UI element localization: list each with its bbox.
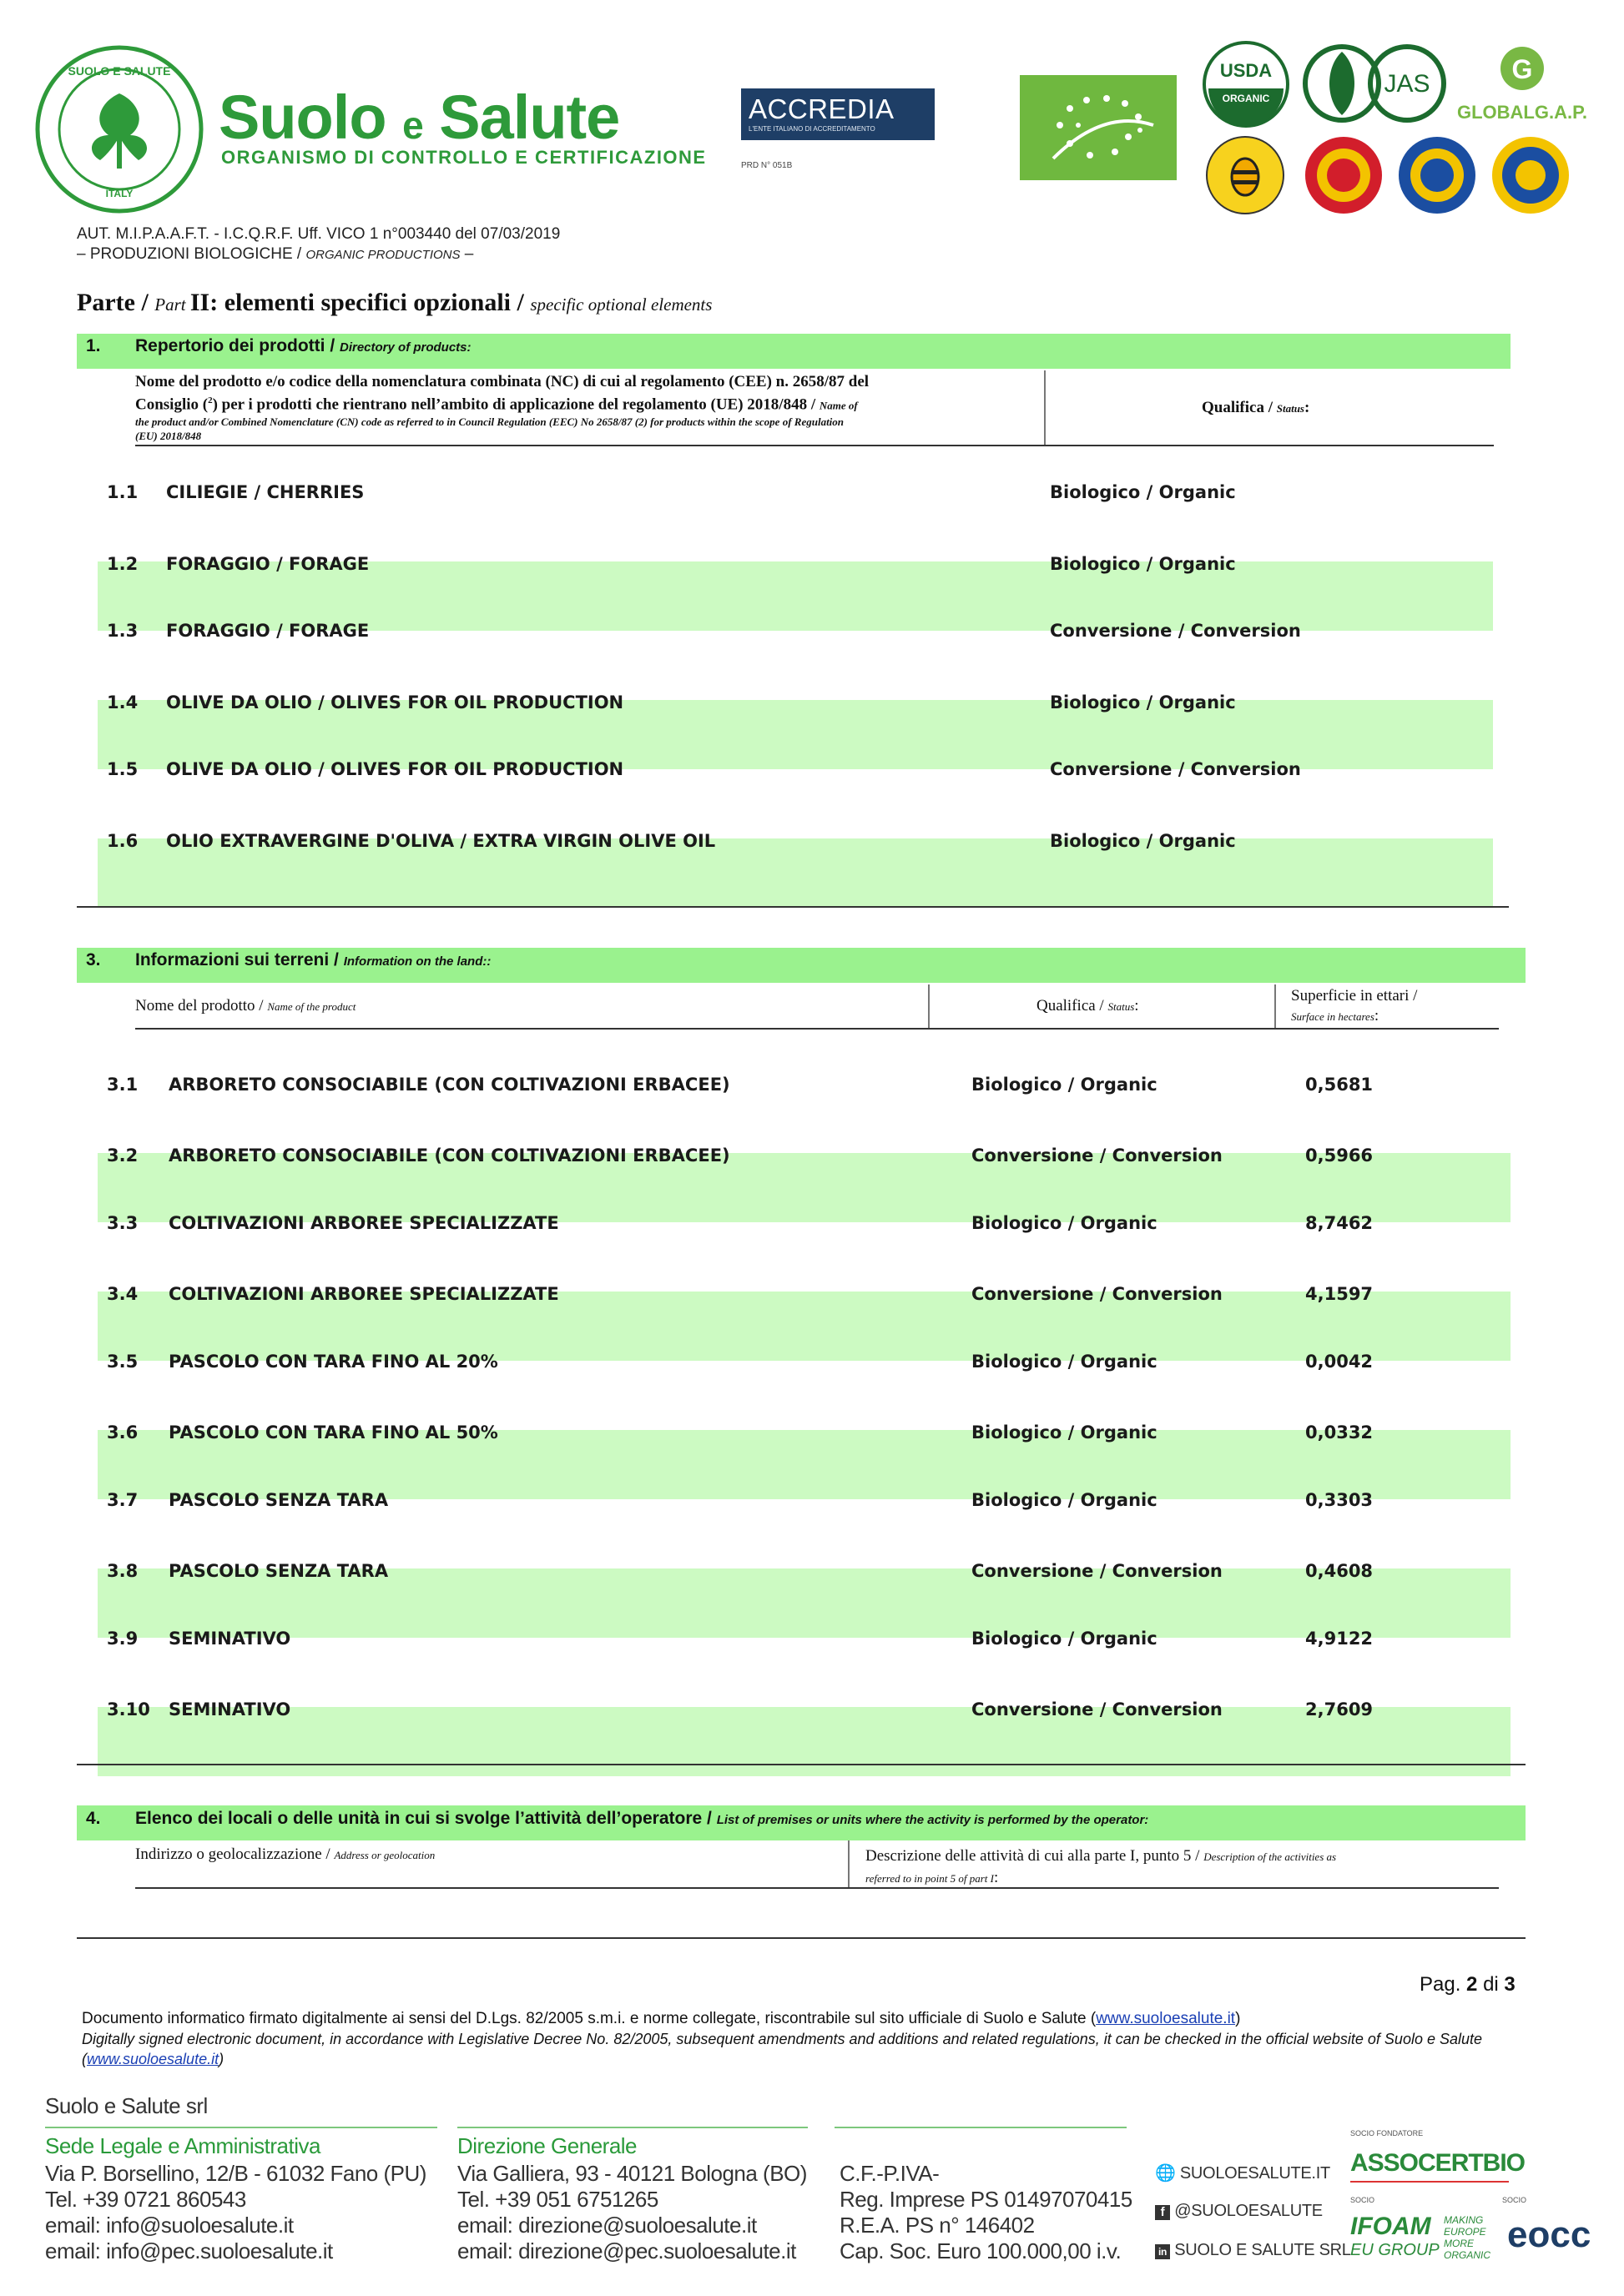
brand-name: Suolo e Salute bbox=[219, 83, 620, 152]
row-status: Conversione / Conversion bbox=[971, 1561, 1223, 1581]
production-line: – PRODUZIONI BIOLOGICHE / ORGANIC PRODUCTIONS – bbox=[77, 245, 474, 263]
row-surface: 4,1597 bbox=[1305, 1284, 1374, 1304]
section1-header-status: Qualifica / Status: bbox=[1202, 399, 1310, 416]
row-surface: 0,0042 bbox=[1305, 1352, 1374, 1372]
section3-header-bottom-line bbox=[135, 1028, 1499, 1030]
globalgap-logo bbox=[1455, 43, 1589, 127]
suolo-e-salute-seal-logo bbox=[33, 43, 205, 215]
row-status: Conversione / Conversion bbox=[971, 1284, 1223, 1304]
section1-header-left: Nome del prodotto e/o codice della nomenclatura combinata (NC) di cui al regolamento (CEE) n. 2658/87 del Consiglio ($^2$) per i prodotti che rientrano nell’ambito di applicazione del regolamento (UE) 2018/848 / Name of the product and/or Combined Nomenclature (CN) code as referred to in Council Regulation (EEC) No 2658/87 (2) for products within the scope of Regulation (EU) 2018/848 bbox=[135, 373, 870, 443]
row-status: Biologico / Organic bbox=[971, 1352, 1157, 1372]
row-number: 3.1 bbox=[107, 1075, 139, 1095]
usda-text: USDA bbox=[1219, 60, 1273, 81]
row-number: 1.4 bbox=[107, 692, 139, 712]
row-status: Biologico / Organic bbox=[971, 1213, 1157, 1233]
digital-signature-note-en: Digitally signed electronic document, in accordance with Legislative Decree No. 82/2005, subsequent amendments and additions and related regulations, it can be checked in the official website of Suolo e Salute (www.suoloesalute.it) bbox=[82, 2031, 1483, 2067]
section3-header-product: Nome del prodotto / Name of the product bbox=[135, 997, 356, 1015]
ifoam-logo: IFOAM bbox=[1350, 2213, 1431, 2240]
section4-number: 4. bbox=[86, 1809, 101, 1828]
row-status: Biologico / Organic bbox=[971, 1075, 1157, 1095]
office2-line: email: direzione@pec.suoloesalute.it bbox=[457, 2238, 796, 2263]
row-status: Biologico / Organic bbox=[971, 1629, 1157, 1649]
usda-sub-text: ORGANIC bbox=[1222, 93, 1270, 104]
footer-divider-3 bbox=[835, 2127, 1127, 2128]
row-number: 3.10 bbox=[107, 1699, 150, 1719]
office2-title: Direzione Generale bbox=[457, 2133, 638, 2158]
socio-label-1: SOCIO bbox=[1350, 2196, 1375, 2204]
row-status: Conversione / Conversion bbox=[1050, 759, 1301, 779]
row-number: 3.2 bbox=[107, 1145, 139, 1166]
office1-line: Tel. +39 0721 860543 bbox=[45, 2187, 246, 2212]
bee-sustainability-badge bbox=[1203, 133, 1287, 217]
row-surface: 0,5681 bbox=[1305, 1075, 1374, 1095]
row-surface: 0,0332 bbox=[1305, 1422, 1374, 1443]
website-link[interactable]: www.suoloesalute.it bbox=[1096, 2010, 1236, 2027]
ifoam-side-line: MORE bbox=[1444, 2238, 1474, 2249]
row-number: 3.6 bbox=[107, 1422, 139, 1443]
section4-header-address: Indirizzo o geolocalizzazione / Address or geolocation bbox=[135, 1845, 436, 1863]
ifoam-side-line: MAKING bbox=[1444, 2214, 1484, 2226]
row-status: Biologico / Organic bbox=[1050, 692, 1236, 712]
row-number: 1.3 bbox=[107, 621, 139, 641]
jas-logo bbox=[1300, 42, 1455, 125]
row-surface: 2,7609 bbox=[1305, 1699, 1374, 1719]
section3-header-divider-2 bbox=[1274, 984, 1276, 1028]
company-info-line: Cap. Soc. Euro 100.000,00 i.v. bbox=[840, 2238, 1122, 2263]
row-status: Biologico / Organic bbox=[971, 1422, 1157, 1443]
globe-icon: 🌐 bbox=[1155, 2164, 1176, 2183]
office2-line: Tel. +39 051 6751265 bbox=[457, 2187, 658, 2212]
section1-number: 1. bbox=[86, 336, 101, 355]
row-product: FORAGGIO / FORAGE bbox=[166, 621, 370, 641]
footer-divider-1 bbox=[45, 2127, 437, 2128]
section1-header-divider bbox=[1044, 370, 1046, 446]
linkedin-icon: in bbox=[1155, 2244, 1170, 2259]
row-status: Biologico / Organic bbox=[1050, 482, 1236, 502]
accredia-prd: PRD N° 051B bbox=[741, 161, 793, 170]
assocert-underline bbox=[1350, 2181, 1509, 2183]
row-number: 1.5 bbox=[107, 759, 139, 779]
section1-title: Repertorio dei prodotti / Directory of products: bbox=[135, 336, 472, 355]
stg-seal-icon bbox=[1489, 133, 1572, 217]
row-status: Conversione / Conversion bbox=[971, 1145, 1223, 1166]
row-product: COLTIVAZIONI ARBOREE SPECIALIZZATE bbox=[169, 1284, 559, 1304]
brand-subtitle: ORGANISMO DI CONTROLLO E CERTIFICAZIONE bbox=[221, 147, 707, 168]
section3-title: Informazioni sui terreni / Information on the land:: bbox=[135, 950, 492, 969]
company-info-line: R.E.A. PS n° 146402 bbox=[840, 2213, 1035, 2238]
social-website[interactable]: 🌐 SUOLOESALUTE.IT bbox=[1155, 2164, 1330, 2183]
row-product: ARBORETO CONSOCIABILE (CON COLTIVAZIONI ERBACEE) bbox=[169, 1075, 730, 1095]
ifoam-sub: EU GROUP bbox=[1350, 2241, 1440, 2259]
row-status: Conversione / Conversion bbox=[1050, 621, 1301, 641]
section3-end-line bbox=[77, 1764, 1526, 1765]
eocc-logo: eocc bbox=[1507, 2214, 1591, 2255]
section4-title: Elenco dei locali o delle unità in cui si svolge l’attività dell’operatore / List of premises or units where the activity is performed by the operator: bbox=[135, 1809, 1149, 1828]
section3-header-status: Qualifica / Status: bbox=[1036, 997, 1139, 1015]
assocertbio-logo: ASSOCERTBIO bbox=[1350, 2149, 1526, 2177]
section1-end-line bbox=[77, 906, 1509, 908]
table-row-band bbox=[98, 1707, 1511, 1776]
row-status: Biologico / Organic bbox=[971, 1490, 1157, 1510]
svg-text:G: G bbox=[1511, 54, 1533, 84]
row-product: OLIVE DA OLIO / OLIVES FOR OIL PRODUCTION bbox=[166, 692, 624, 712]
page-number: Pag. 2 di 3 bbox=[1420, 1973, 1516, 1996]
social-facebook[interactable]: f @SUOLOESALUTE bbox=[1155, 2202, 1323, 2221]
company-name: Suolo e Salute srl bbox=[45, 2093, 208, 2118]
socio-label-2: SOCIO bbox=[1502, 2196, 1527, 2204]
accredia-subtitle: L'ENTE ITALIANO DI ACCREDITAMENTO bbox=[749, 125, 875, 133]
row-status: Biologico / Organic bbox=[1050, 831, 1236, 851]
row-product: PASCOLO SENZA TARA bbox=[169, 1561, 389, 1581]
digital-signature-note-it: Documento informatico firmato digitalmente ai sensi del D.Lgs. 82/2005 s.m.i. e norme collegate, riscontrabile sul sito ufficiale di Suolo e Salute (www.suoloesalute.it) bbox=[82, 2010, 1241, 2027]
office1-line: email: info@suoloesalute.it bbox=[45, 2213, 294, 2238]
section3-header-divider-1 bbox=[928, 984, 930, 1028]
ifoam-side-line: ORGANIC bbox=[1444, 2249, 1491, 2261]
row-surface: 4,9122 bbox=[1305, 1629, 1374, 1649]
row-product: PASCOLO SENZA TARA bbox=[169, 1490, 389, 1510]
accredia-title: ACCREDIA bbox=[749, 93, 895, 124]
row-surface: 0,5966 bbox=[1305, 1145, 1374, 1166]
part-title: Parte / Part II: elementi specifici opzionali / specific optional elements bbox=[77, 289, 713, 316]
row-status: Conversione / Conversion bbox=[971, 1699, 1223, 1719]
igp-seal-icon bbox=[1395, 133, 1479, 217]
globalgap-text: GLOBALG.A.P. bbox=[1456, 102, 1588, 123]
row-product: OLIVE DA OLIO / OLIVES FOR OIL PRODUCTION bbox=[166, 759, 624, 779]
jas-text: JAS bbox=[1384, 70, 1430, 98]
office1-title: Sede Legale e Amministrativa bbox=[45, 2133, 320, 2158]
website-link-en[interactable]: www.suoloesalute.it bbox=[87, 2051, 219, 2067]
row-surface: 0,4608 bbox=[1305, 1561, 1374, 1581]
row-number: 1.6 bbox=[107, 831, 139, 851]
office2-line: Via Galliera, 93 - 40121 Bologna (BO) bbox=[457, 2161, 807, 2186]
footer-divider-2 bbox=[457, 2127, 808, 2128]
office1-line: Via P. Borsellino, 12/B - 61032 Fano (PU) bbox=[45, 2161, 426, 2186]
row-number: 3.7 bbox=[107, 1490, 139, 1510]
row-number: 3.9 bbox=[107, 1629, 139, 1649]
section4-header-divider bbox=[848, 1840, 850, 1887]
row-product: SEMINATIVO bbox=[169, 1629, 291, 1649]
row-number: 3.8 bbox=[107, 1561, 139, 1581]
row-product: CILIEGIE / CHERRIES bbox=[166, 482, 365, 502]
row-surface: 8,7462 bbox=[1305, 1213, 1374, 1233]
row-product: FORAGGIO / FORAGE bbox=[166, 554, 370, 574]
section4-header-bottom-line bbox=[135, 1887, 1499, 1889]
socio-fondatore-label: SOCIO FONDATORE bbox=[1350, 2129, 1424, 2137]
section3-number: 3. bbox=[86, 950, 101, 969]
row-surface: 0,3303 bbox=[1305, 1490, 1374, 1510]
row-product: ARBORETO CONSOCIABILE (CON COLTIVAZIONI ERBACEE) bbox=[169, 1145, 730, 1166]
seal-bottom-text: ITALY bbox=[105, 188, 134, 199]
ifoam-side-line: EUROPE bbox=[1444, 2226, 1486, 2238]
seal-top-text: SUOLO E SALUTE bbox=[68, 64, 171, 78]
authorization-line: AUT. M.I.P.A.A.F.T. - I.C.Q.R.F. Uff. VICO 1 n°003440 del 07/03/2019 bbox=[77, 225, 561, 243]
section4-end-line bbox=[77, 1937, 1526, 1939]
section4-header-description: Descrizione delle attività di cui alla parte I, punto 5 / Description of the activities as referred to in point 5 of part I: bbox=[865, 1847, 1337, 1886]
office2-line: email: direzione@suoloesalute.it bbox=[457, 2213, 757, 2238]
row-number: 1.1 bbox=[107, 482, 139, 502]
usda-organic-logo bbox=[1202, 40, 1290, 128]
section3-header-surface: Superficie in ettari / Surface in hectares: bbox=[1291, 987, 1418, 1025]
company-info-line: Reg. Imprese PS 01497070415 bbox=[840, 2187, 1132, 2212]
row-number: 3.3 bbox=[107, 1213, 139, 1233]
social-linkedin[interactable]: in SUOLO E SALUTE SRL bbox=[1155, 2241, 1351, 2260]
company-info-line: C.F.-P.IVA- bbox=[840, 2161, 940, 2186]
eu-organic-leaf-logo bbox=[1020, 75, 1177, 180]
row-product: PASCOLO CON TARA FINO AL 20% bbox=[169, 1352, 498, 1372]
facebook-icon: f bbox=[1155, 2205, 1170, 2220]
section1-header-bottom-line bbox=[135, 445, 1494, 446]
row-product: PASCOLO CON TARA FINO AL 50% bbox=[169, 1422, 498, 1443]
row-status: Biologico / Organic bbox=[1050, 554, 1236, 574]
row-number: 3.5 bbox=[107, 1352, 139, 1372]
dop-seal-icon bbox=[1302, 133, 1385, 217]
row-product: OLIO EXTRAVERGINE D'OLIVA / EXTRA VIRGIN OLIVE OIL bbox=[166, 831, 716, 851]
row-product: SEMINATIVO bbox=[169, 1699, 291, 1719]
office1-line: email: info@pec.suoloesalute.it bbox=[45, 2238, 333, 2263]
row-number: 3.4 bbox=[107, 1284, 139, 1304]
row-product: COLTIVAZIONI ARBOREE SPECIALIZZATE bbox=[169, 1213, 559, 1233]
row-number: 1.2 bbox=[107, 554, 139, 574]
